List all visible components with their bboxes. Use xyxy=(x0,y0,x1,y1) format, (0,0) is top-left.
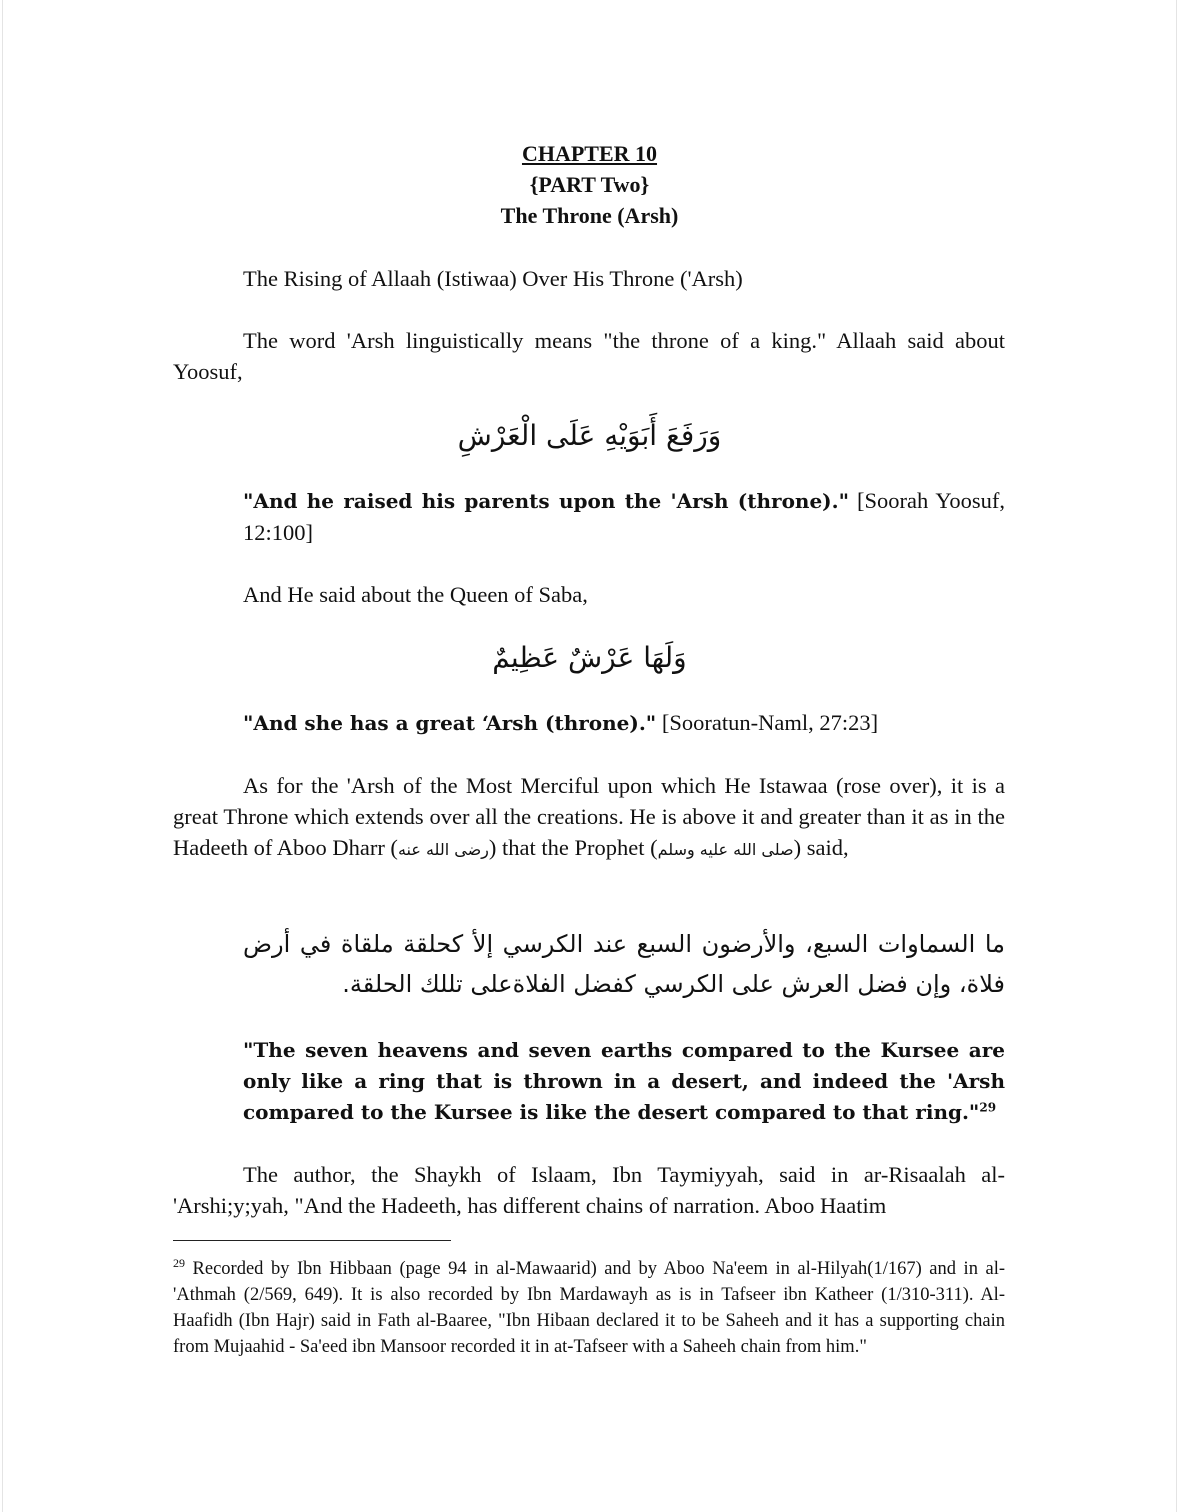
footnote-divider xyxy=(173,1240,451,1241)
hadith-translation-text: "The seven heavens and seven earths compared to the Kursee are only like a ring that is thrown in a desert, and indeed the 'Arsh compared to the Kursee is like the desert compared to that ring." xyxy=(243,1038,1005,1124)
footnote xyxy=(173,1256,1005,1360)
footnote-reference[interactable]: 29 xyxy=(979,1100,997,1115)
arabic-verse-naml: وَلَهَا عَرْشٌ عَظِيمٌ xyxy=(492,641,687,674)
footnote-text: Recorded by Ibn Hibbaan (page 94 in al-Mawaarid) and by Aboo Na'eem in al-Hilyah(1/167) and in al-'Athmah (2/569, 649). It is also recorded by Ibn Mardawayh as is in Tafseer ibn Katheer (1/310-311). Al-Haafidh (Ibn Hajr) said in Fath al-Baaree, "Ibn Hibaan declared it to be Saheeh and it has a supporting chain from Mujaahid - Sa'eed ibn Mansoor recorded it in at-Tafseer with a Saheeh chain from him." xyxy=(173,1259,1005,1357)
verse-translation-text: "And he raised his parents upon the 'Arsh (throne)." xyxy=(243,489,850,513)
paragraph-queen-saba: And He said about the Queen of Saba, xyxy=(243,582,588,607)
arabic-prophet-salutation: صلى الله عليه وسلم xyxy=(657,840,794,859)
chapter-heading xyxy=(0,138,1179,231)
verse-translation-yoosuf xyxy=(243,485,1005,548)
part-label: {PART Two} xyxy=(529,172,650,197)
arabic-hadith: ما السماوات السبع، والأرضون السبع عند الكرسي إلأ كحلقة ملقاة في أرض فلاة، وإن فضل العرش على الكرسي كفضل الفلاةعلى تللك الحلقة. xyxy=(243,930,1005,998)
arabic-verse-yoosuf: وَرَفَعَ أَبَوَيْهِ عَلَى الْعَرْشِ xyxy=(457,419,722,452)
verse-reference: [Sooratun-Naml, 27:23] xyxy=(656,710,879,735)
chapter-title: CHAPTER 10 xyxy=(521,141,658,166)
section-title: The Rising of Allaah (Istiwaa) Over His Throne ('Arsh) xyxy=(243,266,743,291)
chapter-subtitle: The Throne (Arsh) xyxy=(500,203,679,228)
hadith-translation xyxy=(243,1035,1005,1128)
arabic-companion-salutation: رضى الله عنه xyxy=(397,840,489,859)
paragraph-text: As for the 'Arsh of the Most Merciful upon which He Istawaa (rose over), it is a great Throne which extends over all the creations. He is above it and greater than it as in the Hadeeth of Aboo Dharr ( xyxy=(173,773,1005,860)
verse-translation-naml xyxy=(243,707,1005,739)
footnote-number: 29 xyxy=(173,1255,185,1270)
paragraph-arsh-description xyxy=(173,770,1005,865)
verse-reference: [Soorah Yoosuf, 12:100] xyxy=(243,488,1005,545)
paragraph-text: ) that the Prophet ( xyxy=(488,835,658,860)
paragraph-text: ) said, xyxy=(793,835,849,860)
verse-translation-text: "And she has a great ‘Arsh (throne)." xyxy=(243,711,657,735)
paragraph-arsh-meaning: The word 'Arsh linguistically means "the throne of a king." Allaah said about Yoosuf, xyxy=(173,328,1005,384)
paragraph-ibn-taymiyyah: The author, the Shaykh of Islaam, Ibn Taymiyyah, said in ar-Risaalah al-'Arshi;y;yah, "And the Hadeeth, has different chains of narration. Aboo Haatim xyxy=(173,1162,1005,1218)
